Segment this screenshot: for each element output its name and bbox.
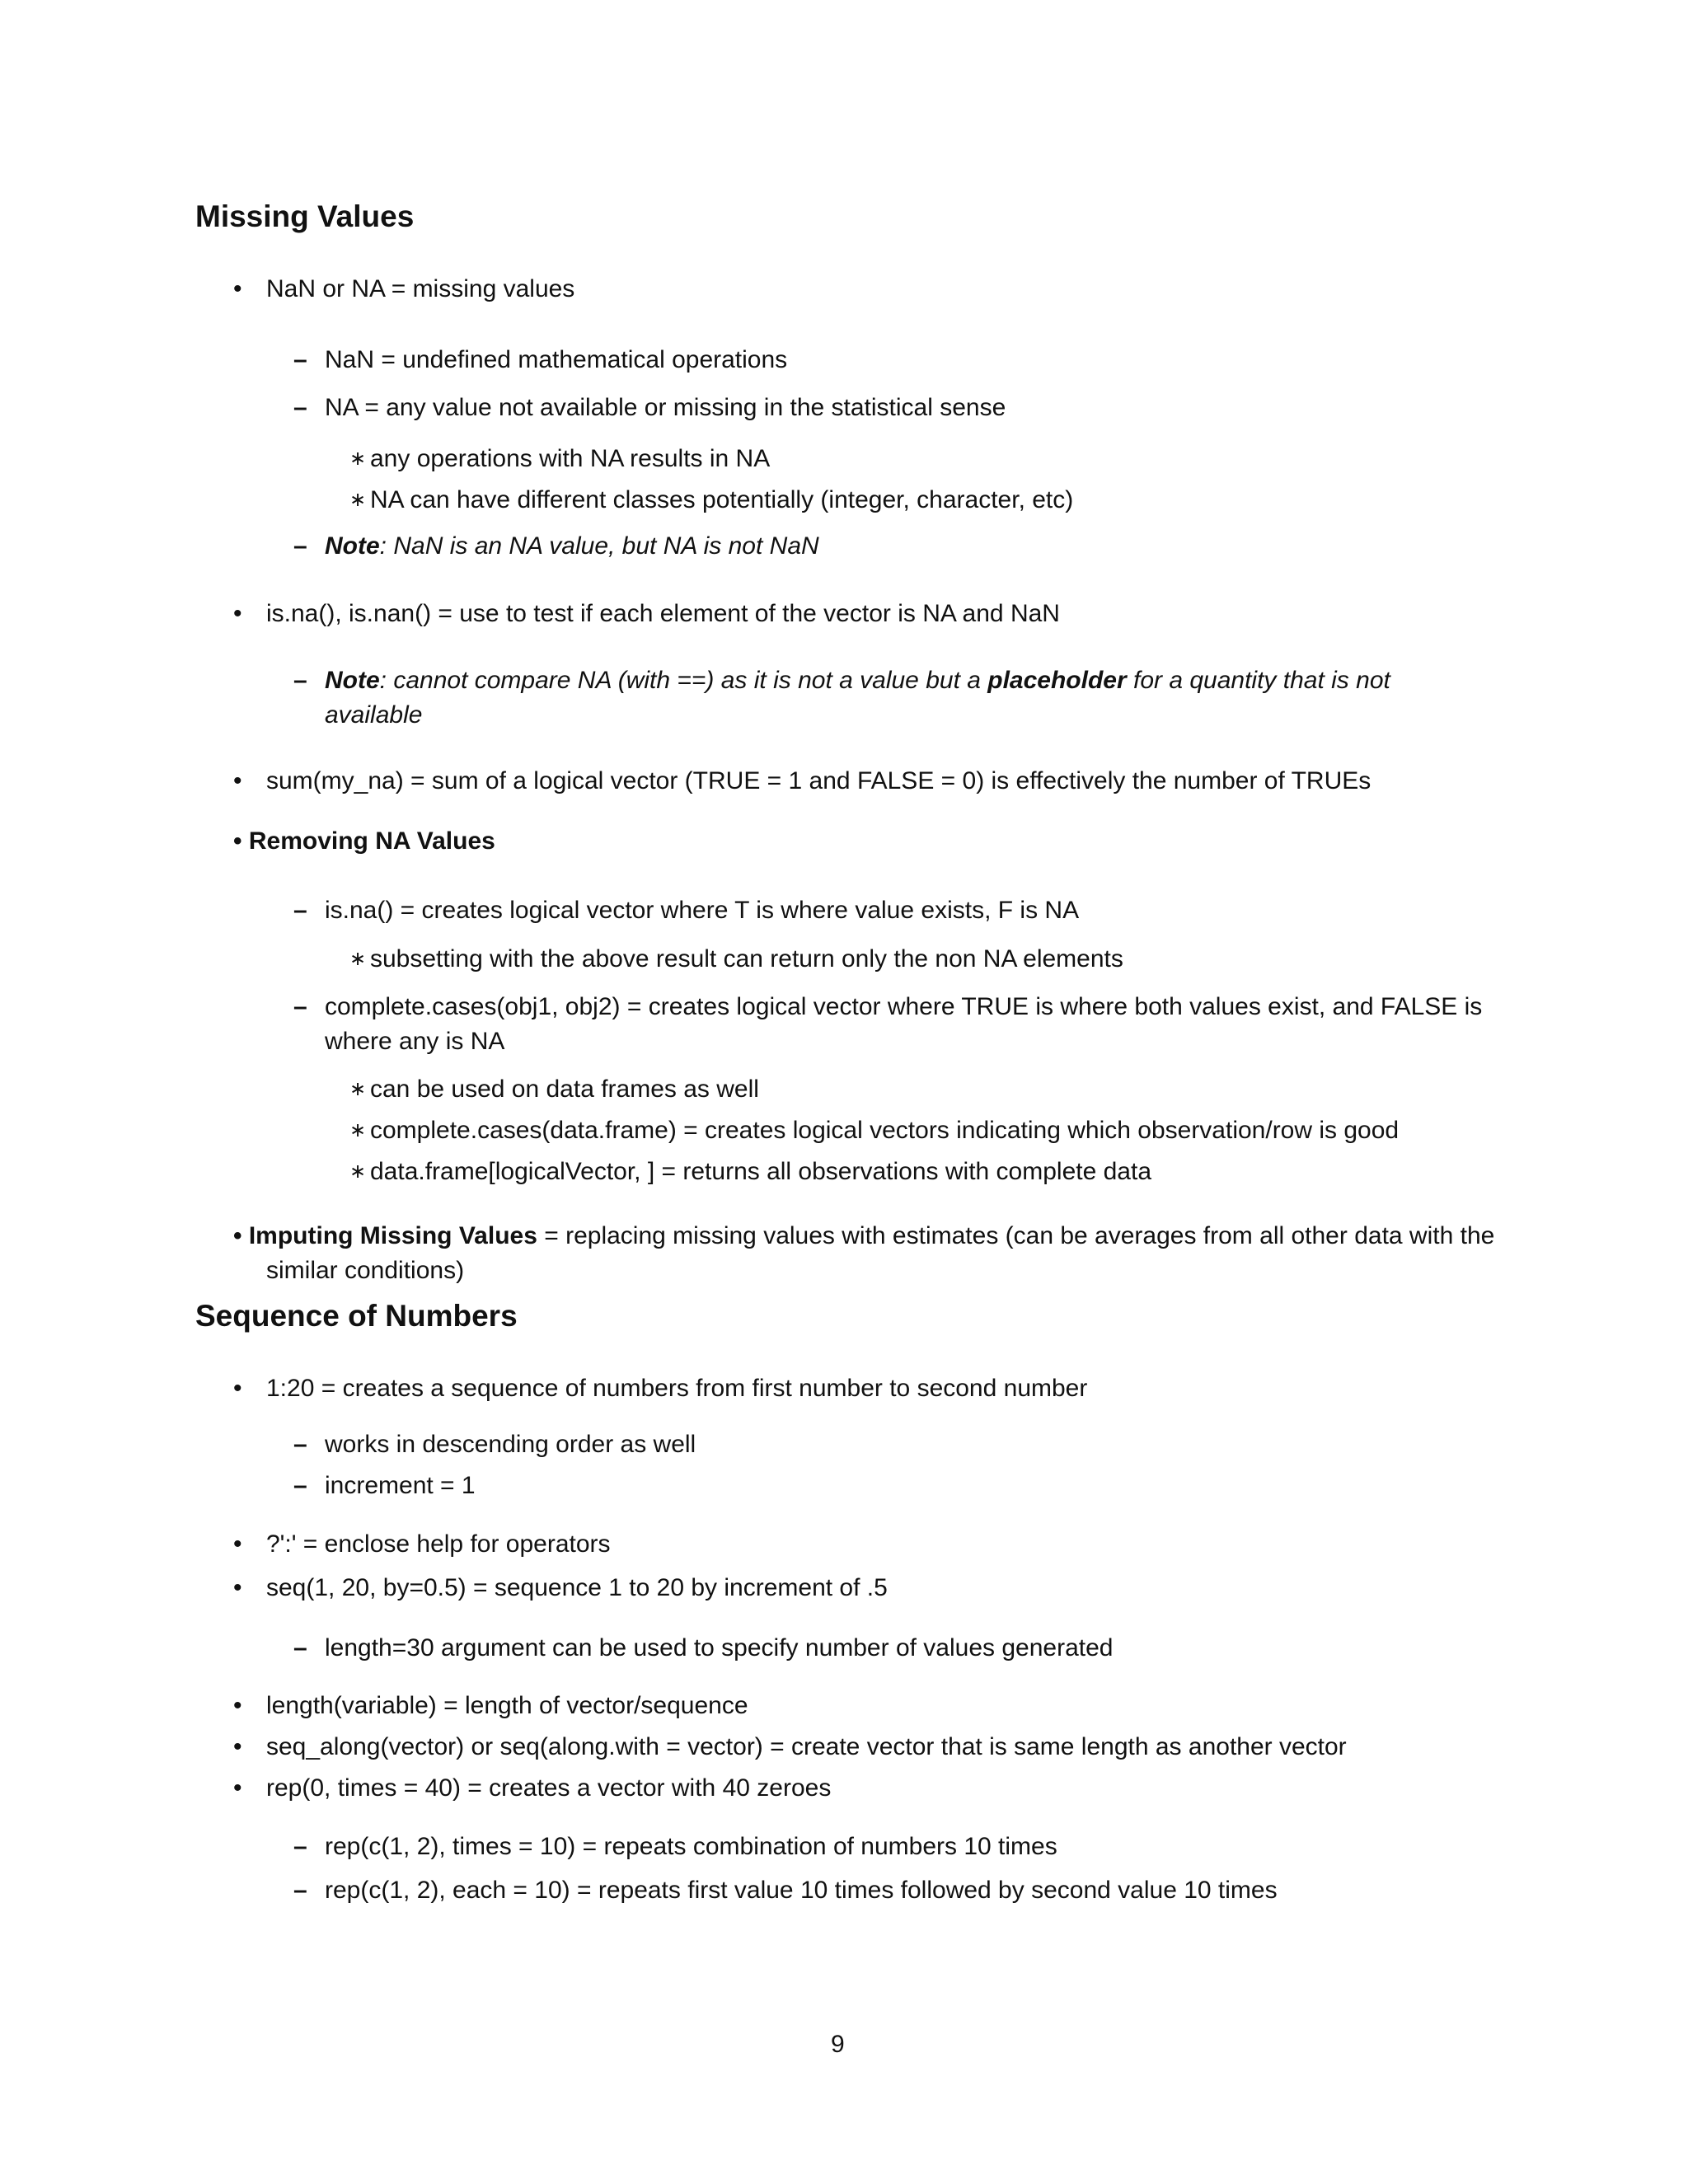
bullet-marker: •: [233, 1375, 242, 1402]
list-item: ?':' = enclose help for operators: [266, 1530, 611, 1558]
list-item: any operations with NA results in NA: [370, 445, 771, 472]
bullet-marker: •: [233, 1574, 242, 1601]
bullet-marker: •: [233, 1774, 242, 1802]
star-marker: ∗: [349, 948, 367, 970]
bullet-marker: •: [233, 1692, 242, 1719]
star-marker: ∗: [349, 448, 367, 470]
dash-marker: –: [293, 993, 307, 1020]
list-item: subsetting with the above result can return only the non NA elements: [370, 945, 1123, 972]
list-item: works in descending order as well: [325, 1431, 696, 1458]
list-item: rep(c(1, 2), times = 10) = repeats combination of numbers 10 times: [325, 1833, 1057, 1860]
list-item: NaN or NA = missing values: [266, 275, 575, 302]
dash-marker: –: [293, 532, 307, 560]
dash-marker: –: [293, 394, 307, 421]
dash-marker: –: [293, 1634, 307, 1661]
dash-marker: –: [293, 1877, 307, 1904]
list-item: data.frame[logicalVector, ] = returns all observations with complete data: [370, 1158, 1152, 1185]
section-heading-sequence-of-numbers: Sequence of Numbers: [195, 1299, 518, 1333]
dash-marker: –: [293, 667, 307, 694]
list-item: rep(c(1, 2), each = 10) = repeats first value 10 times followed by second value 10 times: [325, 1877, 1278, 1904]
imputing-line: • Imputing Missing Values = replacing missing values with estimates (can be averages from all other data with the: [233, 1222, 1495, 1249]
list-item: length=30 argument can be used to specify number of values generated: [325, 1634, 1114, 1661]
dash-marker: –: [293, 346, 307, 373]
dash-marker: –: [293, 897, 307, 924]
star-marker: ∗: [349, 1160, 367, 1183]
list-item: 1:20 = creates a sequence of numbers from first number to second number: [266, 1375, 1088, 1402]
imputing-line-continued: similar conditions): [266, 1257, 465, 1284]
list-item: seq_along(vector) or seq(along.with = vector) = create vector that is same length as another vector: [266, 1733, 1347, 1760]
list-item: complete.cases(obj1, obj2) = creates logical vector where TRUE is where both values exist, and FALSE is: [325, 993, 1483, 1020]
dash-marker: –: [293, 1472, 307, 1499]
bullet-marker: •: [233, 1530, 242, 1558]
star-marker: ∗: [349, 489, 367, 511]
list-item: rep(0, times = 40) = creates a vector with 40 zeroes: [266, 1774, 832, 1802]
note-line: Note: cannot compare NA (with ==) as it is not a value but a placeholder for a quantity that is not: [325, 667, 1390, 694]
star-marker: ∗: [349, 1119, 367, 1141]
section-heading-missing-values: Missing Values: [195, 199, 415, 233]
page-number: 9: [831, 2031, 845, 2058]
dash-marker: –: [293, 1431, 307, 1458]
list-item: NaN = undefined mathematical operations: [325, 346, 788, 373]
list-item: is.na() = creates logical vector where T is where value exists, F is NA: [325, 897, 1080, 924]
bullet-marker: •: [233, 1733, 242, 1760]
list-item-continued: where any is NA: [325, 1028, 505, 1055]
list-item: seq(1, 20, by=0.5) = sequence 1 to 20 by increment of .5: [266, 1574, 888, 1601]
list-item: NA = any value not available or missing in the statistical sense: [325, 394, 1006, 421]
list-item: increment = 1: [325, 1472, 476, 1499]
list-item: is.na(), is.nan() = use to test if each element of the vector is NA and NaN: [266, 600, 1060, 627]
note-line-continued: available: [325, 701, 423, 729]
star-marker: ∗: [349, 1078, 367, 1100]
list-item: sum(my_na) = sum of a logical vector (TRUE = 1 and FALSE = 0) is effectively the number of TRUEs: [266, 767, 1372, 794]
list-item: NA can have different classes potentially (integer, character, etc): [370, 486, 1074, 513]
list-item: can be used on data frames as well: [370, 1076, 759, 1103]
subheading-removing-na: • Removing NA Values: [233, 827, 495, 855]
note-line: Note: NaN is an NA value, but NA is not NaN: [325, 532, 819, 560]
list-item: length(variable) = length of vector/sequence: [266, 1692, 748, 1719]
dash-marker: –: [293, 1833, 307, 1860]
list-item: complete.cases(data.frame) = creates logical vectors indicating which observation/row is good: [370, 1117, 1400, 1144]
bullet-marker: •: [233, 600, 242, 627]
bullet-marker: •: [233, 767, 242, 794]
bullet-marker: •: [233, 275, 242, 302]
